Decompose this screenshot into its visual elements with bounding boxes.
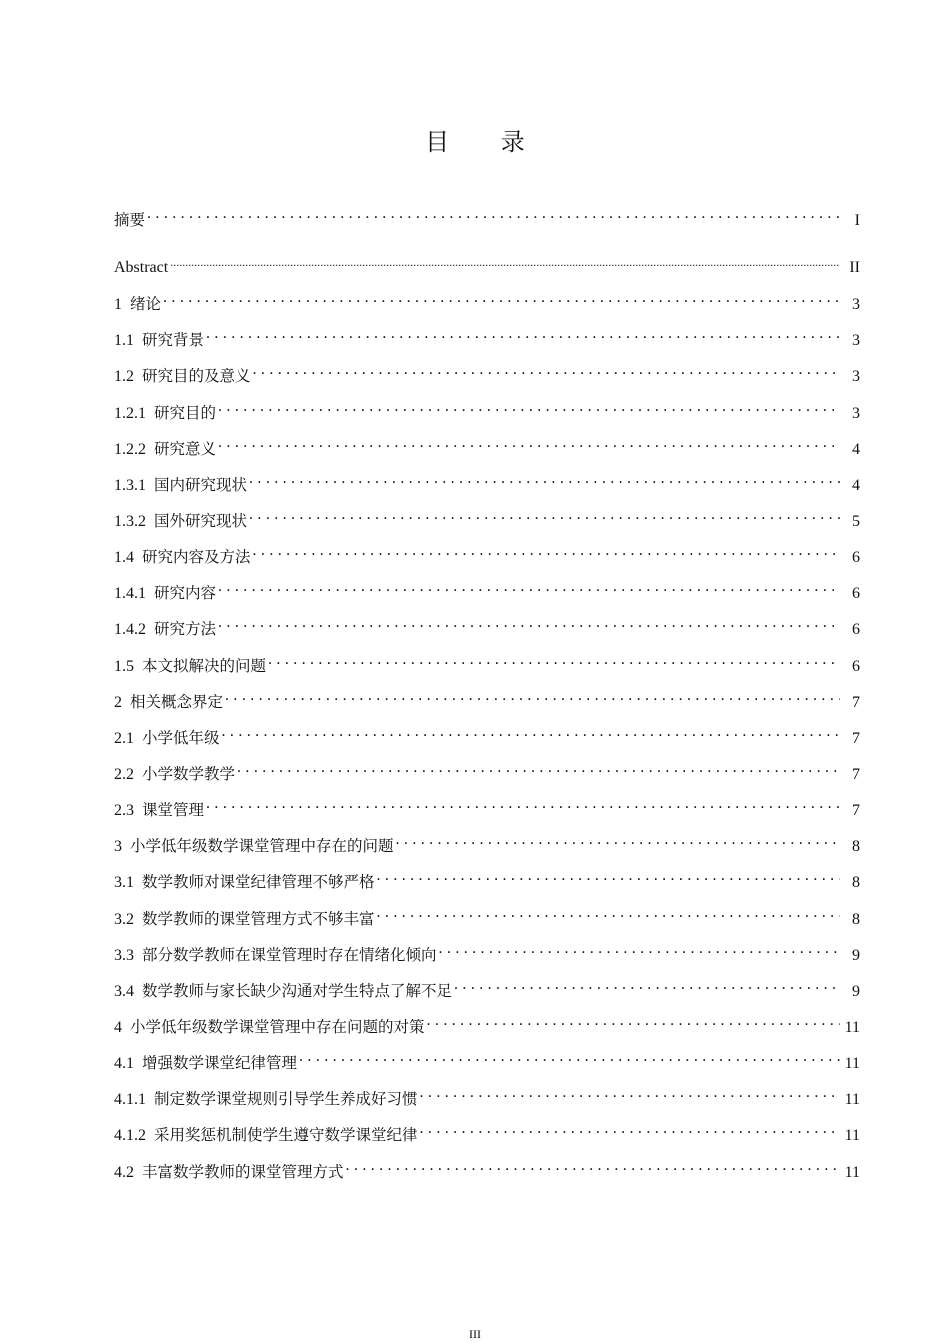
toc-entry-page: I xyxy=(854,212,860,229)
toc-entry-number: 4.2 xyxy=(114,1163,134,1181)
toc-entry[interactable] xyxy=(114,617,860,653)
toc-entry[interactable] xyxy=(114,690,860,726)
toc-entry[interactable] xyxy=(114,943,860,979)
toc-entry-text: 研究目的 xyxy=(154,403,217,422)
toc-entry-label xyxy=(114,437,216,459)
toc-entry[interactable] xyxy=(114,834,860,870)
toc-entry-text: 采用奖惩机制使学生遵守数学课堂纪律 xyxy=(154,1126,418,1145)
toc-entry-label xyxy=(114,581,216,603)
toc-entry-number: 1.4.2 xyxy=(114,621,146,639)
toc-entry-number: 3.4 xyxy=(114,982,134,1000)
toc-entry-number: 4.1.2 xyxy=(114,1127,146,1145)
toc-entry-number: 2 xyxy=(114,693,122,711)
toc-leader-dots xyxy=(206,799,840,815)
toc-entry-label xyxy=(114,690,223,712)
toc-entry[interactable] xyxy=(114,1051,860,1087)
toc-leader-dots xyxy=(396,835,840,851)
toc-entry-label xyxy=(114,617,216,639)
toc-entry-text: 研究内容及方法 xyxy=(142,548,251,567)
toc-entry[interactable] xyxy=(114,545,860,581)
toc-leader-dots xyxy=(299,1052,840,1068)
toc-entry-page: 3 xyxy=(852,404,860,422)
toc-leader-dots xyxy=(237,763,840,779)
toc-entry[interactable] xyxy=(114,437,860,473)
toc-entry-label xyxy=(114,364,251,386)
toc-entry-number: 3.2 xyxy=(114,910,134,928)
toc-entry-page: 6 xyxy=(852,549,860,567)
toc-entry-number: 4.1 xyxy=(114,1055,134,1073)
toc-entry-text: 研究方法 xyxy=(154,620,217,639)
toc-leader-dots xyxy=(427,1016,840,1032)
table-of-contents xyxy=(114,208,860,1196)
toc-entry-page: 6 xyxy=(852,657,860,675)
toc-entry-number: 2.3 xyxy=(114,802,134,820)
toc-entry-page: 8 xyxy=(852,910,860,928)
toc-entry-label xyxy=(114,1051,297,1073)
toc-entry-label xyxy=(114,473,247,495)
toc-entry-number: 1.3.1 xyxy=(114,476,146,494)
toc-entry-number: 1.4 xyxy=(114,549,134,567)
toc-leader-dots xyxy=(420,1088,840,1104)
toc-entry-number: 1 xyxy=(114,296,122,314)
toc-entry-label xyxy=(114,328,204,350)
toc-entry-number: 2.2 xyxy=(114,765,134,783)
toc-entry-page: 11 xyxy=(844,1091,860,1109)
toc-entry-label xyxy=(114,907,375,929)
toc-entry[interactable] xyxy=(114,292,860,328)
toc-entry-number: 1.1 xyxy=(114,332,134,350)
toc-entry-page: 6 xyxy=(852,621,860,639)
toc-entry-number: 1.2 xyxy=(114,368,134,386)
toc-entry-text: 数学教师的课堂管理方式不够丰富 xyxy=(142,909,375,928)
toc-entry-text: 数学教师对课堂纪律管理不够严格 xyxy=(142,873,375,892)
toc-entry[interactable] xyxy=(114,473,860,509)
toc-entry-page: 11 xyxy=(844,1055,860,1073)
toc-entry-label xyxy=(114,726,220,748)
toc-entry-number: 1.3.2 xyxy=(114,512,146,530)
toc-entry[interactable] xyxy=(114,654,860,690)
toc-entry-number: 4.1.1 xyxy=(114,1091,146,1109)
toc-leader-dots xyxy=(225,691,840,707)
toc-entry-number: 1.5 xyxy=(114,657,134,675)
toc-entry-number: 3 xyxy=(114,838,122,856)
toc-entry-label xyxy=(114,1015,425,1037)
toc-entry-label xyxy=(114,979,452,1001)
toc-entry[interactable] xyxy=(114,509,860,545)
toc-entry-text: 研究内容 xyxy=(154,584,217,603)
toc-leader-dots xyxy=(206,329,840,345)
toc-entry-text: 小学低年级数学课堂管理中存在问题的对策 xyxy=(130,1017,425,1036)
toc-entry[interactable] xyxy=(114,1123,860,1159)
toc-entry-text: 数学教师与家长缺少沟通对学生特点了解不足 xyxy=(142,981,453,1000)
toc-entry[interactable] xyxy=(114,364,860,400)
toc-entry-page: 7 xyxy=(852,802,860,820)
toc-entry-page: 7 xyxy=(852,729,860,747)
toc-entry-page: 11 xyxy=(844,1163,860,1181)
toc-entry-number: 3.3 xyxy=(114,946,134,964)
toc-leader-dots xyxy=(253,546,840,562)
toc-leader-dots xyxy=(377,871,840,887)
toc-entry-page: 7 xyxy=(852,693,860,711)
toc-entry-number: 1.4.1 xyxy=(114,585,146,603)
toc-entry-label xyxy=(114,654,266,676)
toc-leader-dots xyxy=(439,944,840,960)
toc-entry-label xyxy=(114,798,204,820)
toc-entry-number: 1.2.1 xyxy=(114,404,146,422)
toc-entry-text: 绪论 xyxy=(130,295,162,314)
toc-entry-label xyxy=(114,259,168,277)
toc-entry[interactable] xyxy=(114,870,860,906)
toc-entry-label xyxy=(114,292,161,314)
toc-entry-label xyxy=(114,943,437,965)
toc-entry-number: 3.1 xyxy=(114,874,134,892)
toc-entry-text: 制定数学课堂规则引导学生养成好习惯 xyxy=(154,1090,418,1109)
toc-entry[interactable] xyxy=(114,1015,860,1051)
toc-leader-dots xyxy=(218,402,840,418)
toc-entry-page: 9 xyxy=(852,946,860,964)
toc-entry-text: 小学数学教学 xyxy=(142,764,236,783)
toc-entry-page: 9 xyxy=(852,982,860,1000)
toc-entry[interactable] xyxy=(114,256,860,292)
toc-entry-page: 5 xyxy=(852,512,860,530)
toc-entry[interactable] xyxy=(114,762,860,798)
toc-leader-dots xyxy=(420,1124,840,1140)
toc-entry[interactable] xyxy=(114,401,860,437)
toc-entry-text: 小学低年级数学课堂管理中存在的问题 xyxy=(130,837,394,856)
toc-leader-dots xyxy=(218,618,840,634)
toc-leader-dots xyxy=(253,365,840,381)
toc-entry[interactable] xyxy=(114,798,860,834)
toc-leader-dots xyxy=(222,727,840,743)
toc-entry[interactable] xyxy=(114,907,860,943)
toc-entry[interactable] xyxy=(114,1087,860,1123)
toc-leader-dots xyxy=(163,293,840,309)
toc-entry-text: 摘要 xyxy=(114,211,146,229)
toc-entry-text: 国外研究现状 xyxy=(154,511,248,530)
toc-entry-page: 6 xyxy=(852,585,860,603)
toc-entry-page: II xyxy=(849,259,860,276)
toc-entry-text: 小学低年级 xyxy=(142,728,220,747)
toc-entry-text: 研究意义 xyxy=(154,439,217,458)
toc-entry-text: 相关概念界定 xyxy=(130,692,224,711)
toc-leader-dots xyxy=(346,1161,840,1177)
toc-entry-page: 7 xyxy=(852,765,860,783)
toc-entry-page: 3 xyxy=(852,368,860,386)
toc-entry-text: Abstract xyxy=(114,259,169,276)
toc-leader-dots xyxy=(218,582,840,598)
toc-entry-text: 课堂管理 xyxy=(142,801,205,820)
toc-entry-text: 增强数学课堂纪律管理 xyxy=(142,1054,298,1073)
toc-entry[interactable] xyxy=(114,1160,860,1196)
toc-entry-label xyxy=(114,1087,418,1109)
toc-entry-text: 部分数学教师在课堂管理时存在情绪化倾向 xyxy=(142,945,437,964)
toc-entry-label xyxy=(114,1160,344,1182)
toc-leader-dots xyxy=(249,474,840,490)
toc-entry-label xyxy=(114,401,216,423)
toc-entry-text: 国内研究现状 xyxy=(154,475,248,494)
toc-entry-page: 4 xyxy=(852,440,860,458)
toc-entry-text: 本文拟解决的问题 xyxy=(142,656,267,675)
toc-entry-text: 研究背景 xyxy=(142,331,205,350)
toc-entry-label xyxy=(114,1123,418,1145)
toc-leader-dots xyxy=(377,908,840,924)
toc-entry-label xyxy=(114,870,375,892)
toc-leader-dots xyxy=(218,438,840,454)
toc-entry-label xyxy=(114,509,247,531)
toc-entry-number: 2.1 xyxy=(114,729,134,747)
toc-entry[interactable] xyxy=(114,726,860,762)
toc-entry-number: 1.2.2 xyxy=(114,440,146,458)
toc-entry-page: 4 xyxy=(852,476,860,494)
toc-entry-page: 11 xyxy=(844,1127,860,1145)
toc-entry-number: 4 xyxy=(114,1018,122,1036)
toc-entry-page: 3 xyxy=(852,296,860,314)
toc-leader-dots xyxy=(170,256,840,272)
toc-entry-page: 3 xyxy=(852,332,860,350)
toc-entry-text: 研究目的及意义 xyxy=(142,367,251,386)
page-title: 目 录 xyxy=(425,128,547,156)
toc-leader-dots xyxy=(249,510,840,526)
toc-leader-dots xyxy=(454,980,840,996)
toc-entry[interactable] xyxy=(114,208,860,256)
toc-leader-dots xyxy=(268,655,840,671)
toc-entry[interactable] xyxy=(114,581,860,617)
toc-entry-text: 丰富数学教师的课堂管理方式 xyxy=(142,1162,344,1181)
toc-entry[interactable] xyxy=(114,328,860,364)
toc-entry-label xyxy=(114,208,145,230)
toc-entry-label xyxy=(114,834,394,856)
toc-leader-dots xyxy=(147,209,840,225)
toc-entry-page: 8 xyxy=(852,874,860,892)
page-number: III xyxy=(469,1327,481,1341)
toc-entry[interactable] xyxy=(114,979,860,1015)
toc-entry-label xyxy=(114,545,251,567)
toc-entry-label xyxy=(114,762,235,784)
toc-entry-page: 11 xyxy=(844,1018,860,1036)
toc-entry-page: 8 xyxy=(852,838,860,856)
